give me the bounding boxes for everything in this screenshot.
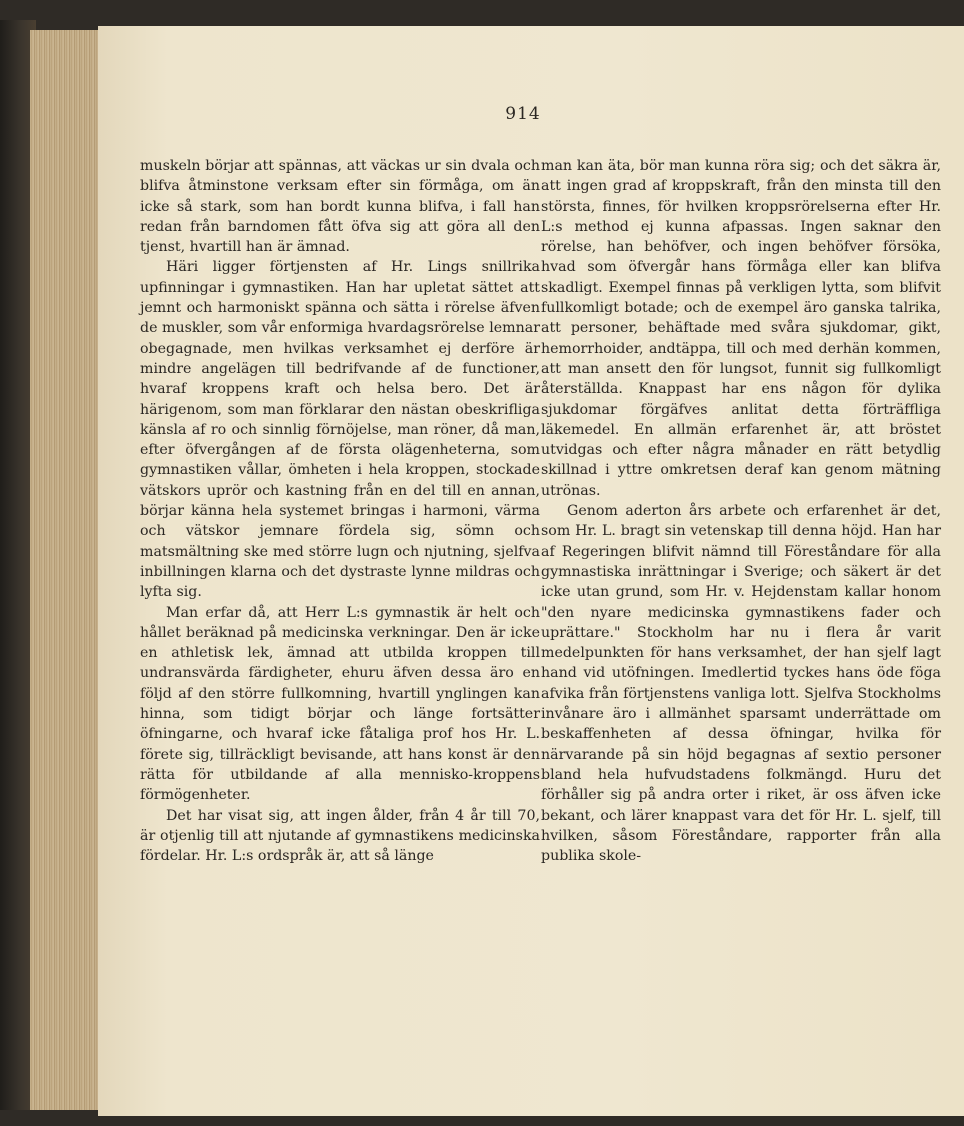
paragraph: Det har visat sig, att ingen ålder, från 4 år till 70, är otjenlig till att njutande af gymnastikens medicinska fördelar. Hr. L:s ordspråk är, att så länge: [140, 807, 540, 865]
left-column: [140, 156, 540, 866]
page-edges: [30, 30, 102, 1110]
paragraph: Man erfar då, att Herr L:s gymnastik är helt och hållet beräknad på medicinska verkningar. Den är icke en athletisk lek, ämnad att utbilda kroppen till undransvärda färdigheter, ehuru äfven dessa äro en följd af den större fullkomning, hvartill ynglingen kan hinna, som tidigt börjar och länge fortsätter öfningarne, och hvaraf icke fåtaliga prof hos Hr. L. förete sig, tillräckligt bevisande, att hans konst är den rätta för utbildande af alla mennisko-kroppens förmögenheter.: [140, 604, 540, 804]
paragraph: Genom aderton års arbete och erfarenhet är det, som Hr. L. bragt sin vetenskap till denna höjd. Han har af Regeringen blifvit nämnd till Föreståndare för alla gymnastiska inrättningar i Sverige; och säkert är det icke utan grund, som Hr. v. Hejdenstam kallar honom "den nyare medicinska gymnastikens fader och uprättare." Stockholm har nu i flera år varit medelpunkten för hans verksamhet, der han sjelf lagt hand vid utöfningen. Imedlertid tyckes hans öde föga afvika från förtjenstens vanliga lott. Sjelfva Stockholms invånare äro i allmänhet sparsamt underrättade om beskaffenheten af dessa öfningar, hvilka för närvarande på sin höjd begagnas af sextio personer bland hela hufvudstadens folkmängd. Huru det förhåller sig på andra orter i riket, är oss äfven icke bekant, och lärer knappast vara det för Hr. L. sjelf, till hvilken, såsom Föreståndare, rapporter från alla publika skole-: [541, 503, 941, 865]
right-column: [541, 156, 941, 866]
page-number: 914: [505, 104, 541, 124]
book-page: [98, 26, 964, 1116]
paragraph: Häri ligger förtjensten af Hr. Lings snillrika upfinningar i gymnastiken. Han har upletat sättet att jemnt och harmoniskt spänna och sätta i rörelse äfven de muskler, som vår enformiga hvardagsrörelse lemnar obegagnade, men hvilkas verksamhet ej derföre är mindre angelägen till bedrifvande af de functioner, hvaraf kroppens kraft och helsa bero. Det är härigenom, som man förklarar den nästan obeskrifliga känsla af ro och sinnlig förnöjelse, man röner, då man, efter öfvergången af de första olägenheterna, som gymnastiken vållar, ömheten i hela kroppen, stockade vätskors uprör och kastning från en del till en annan, börjar känna hela systemet bringas i harmoni, värma och vätskor jemnare fördela sig, sömn och matsmältning ske med större lugn och njutning, sjelfva inbillningen klarna och det dystraste lynne mildras och lyfta sig.: [140, 259, 540, 601]
paragraph: muskeln börjar att spännas, att väckas ur sin dvala och blifva åtminstone verksam efter sin förmåga, om än icke så stark, som han bordt kunna blifva, i fall han redan från barndomen fått öfva sig att göra all den tjenst, hvartill han är ämnad.: [140, 158, 540, 256]
paragraph: man kan äta, bör man kunna röra sig; och det säkra är, att ingen grad af kroppskraft, från den minsta till den största, finnes, för hvilken kroppsrörelserna efter Hr. L:s method ej kunna afpassas. Ingen saknar den rörelse, han behöfver, och ingen behöfver försöka, hvad som öfvergår hans förmåga eller kan blifva skadligt. Exempel finnas på verkligen lytta, som blifvit fullkomligt botade; och de exempel äro ganska talrika, att personer, behäftade med svåra sjukdomar, gikt, hemorrhoider, andtäppa, till och med derhän kommen, att man ansett den för lungsot, funnit sig fullkomligt återställda. Knappast har ens någon för dylika sjukdomar förgäfves anlitat detta förträffliga läkemedel. En allmän erfarenhet är, att bröstet utvidgas och efter några månader en rätt betydlig skillnad i yttre omkretsen deraf kan genom mätning utrönas.: [541, 158, 941, 499]
